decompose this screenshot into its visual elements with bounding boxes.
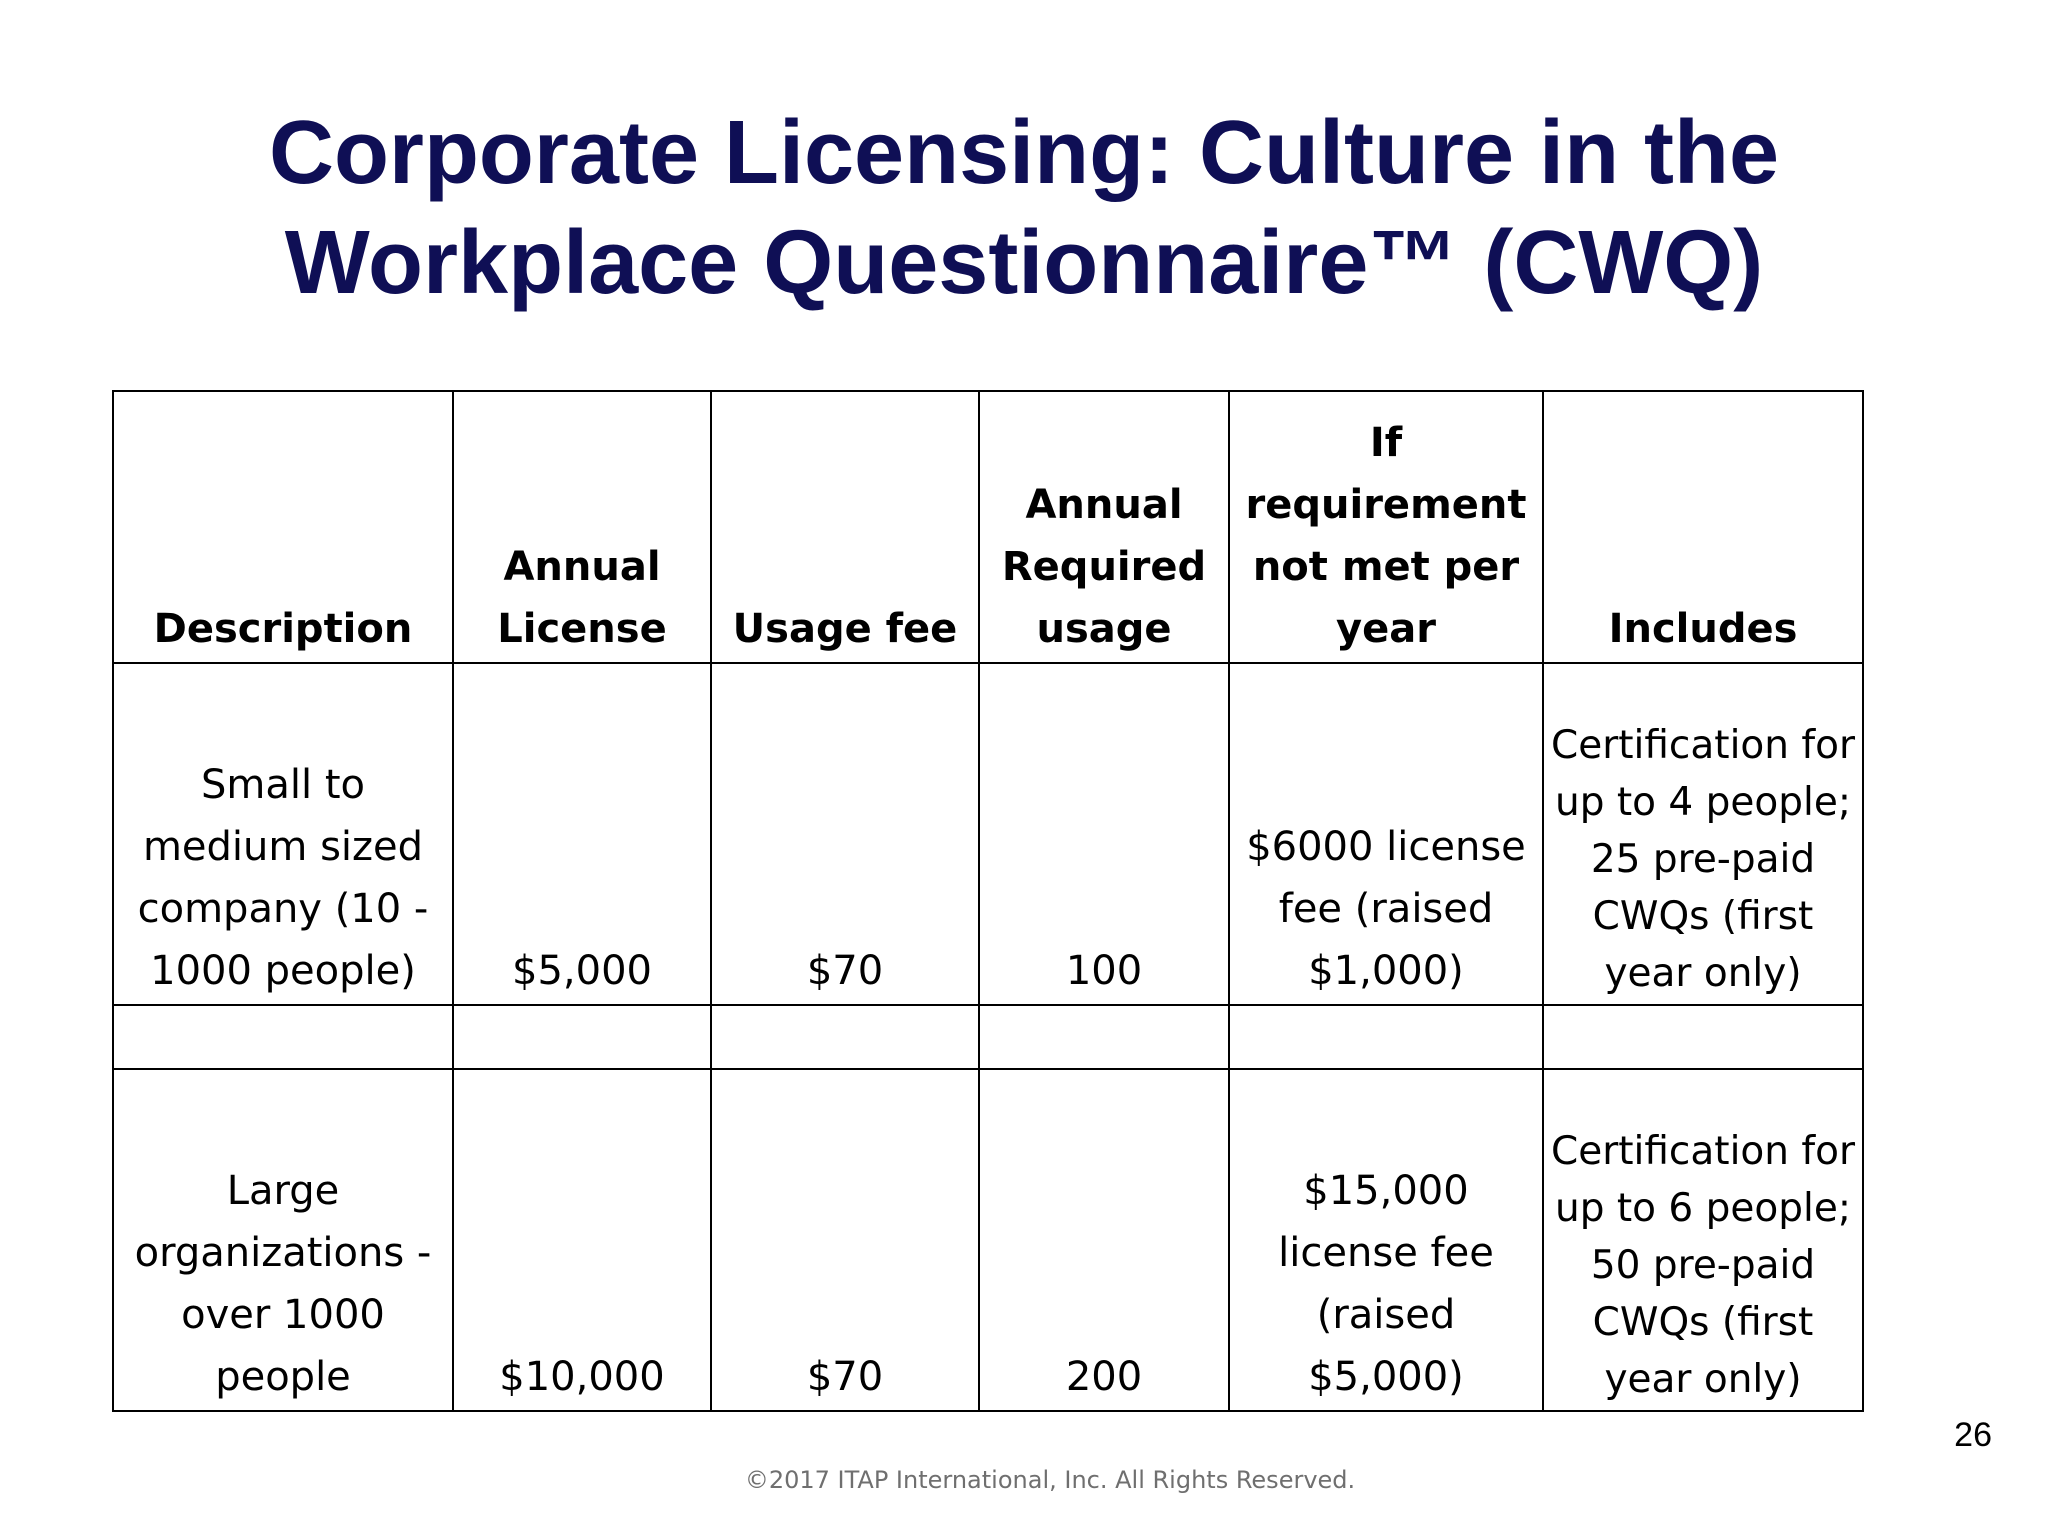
page-number: 26 xyxy=(1954,1416,1992,1454)
cell-if-requirement-not-met: $6000 license fee (raised $1,000) xyxy=(1229,663,1543,1005)
cell-usage-fee: $70 xyxy=(711,1069,979,1411)
header-annual-license: Annual License xyxy=(453,391,711,663)
licensing-table xyxy=(112,390,1864,1412)
spacer-cell xyxy=(711,1005,979,1069)
slide-title xyxy=(0,98,2048,318)
header-annual-required-usage: Annual Required usage xyxy=(979,391,1229,663)
header-description: Description xyxy=(113,391,453,663)
spacer-cell xyxy=(1229,1005,1543,1069)
cell-includes: Certification for up to 6 people; 50 pre-paid CWQs (first year only) xyxy=(1543,1069,1863,1411)
cell-annual-license: $10,000 xyxy=(453,1069,711,1411)
header-usage-fee: Usage fee xyxy=(711,391,979,663)
cell-usage-fee: $70 xyxy=(711,663,979,1005)
slide-title-line-1: Corporate Licensing: Culture in the xyxy=(268,103,1780,203)
table-header-row xyxy=(113,391,1863,663)
cell-annual-required-usage: 100 xyxy=(979,663,1229,1005)
copyright-footer: ©2017 ITAP International, Inc. All Rights Reserved. xyxy=(744,1466,1356,1494)
cell-description: Large organizations - over 1000 people xyxy=(113,1069,453,1411)
cell-annual-license: $5,000 xyxy=(453,663,711,1005)
slide-title-line-2: Workplace Questionnaire™ (CWQ) xyxy=(284,213,1764,313)
header-if-requirement-not-met: If requirement not met per year xyxy=(1229,391,1543,663)
cell-if-requirement-not-met: $15,000 license fee (raised $5,000) xyxy=(1229,1069,1543,1411)
cell-annual-required-usage: 200 xyxy=(979,1069,1229,1411)
spacer-cell xyxy=(979,1005,1229,1069)
spacer-cell xyxy=(113,1005,453,1069)
spacer-cell xyxy=(1543,1005,1863,1069)
table-row xyxy=(113,663,1863,1005)
header-includes: Includes xyxy=(1543,391,1863,663)
cell-description: Small to medium sized company (10 - 1000 people) xyxy=(113,663,453,1005)
spacer-cell xyxy=(453,1005,711,1069)
table-spacer-row xyxy=(113,1005,1863,1069)
cell-includes: Certification for up to 4 people; 25 pre-paid CWQs (first year only) xyxy=(1543,663,1863,1005)
table-row xyxy=(113,1069,1863,1411)
